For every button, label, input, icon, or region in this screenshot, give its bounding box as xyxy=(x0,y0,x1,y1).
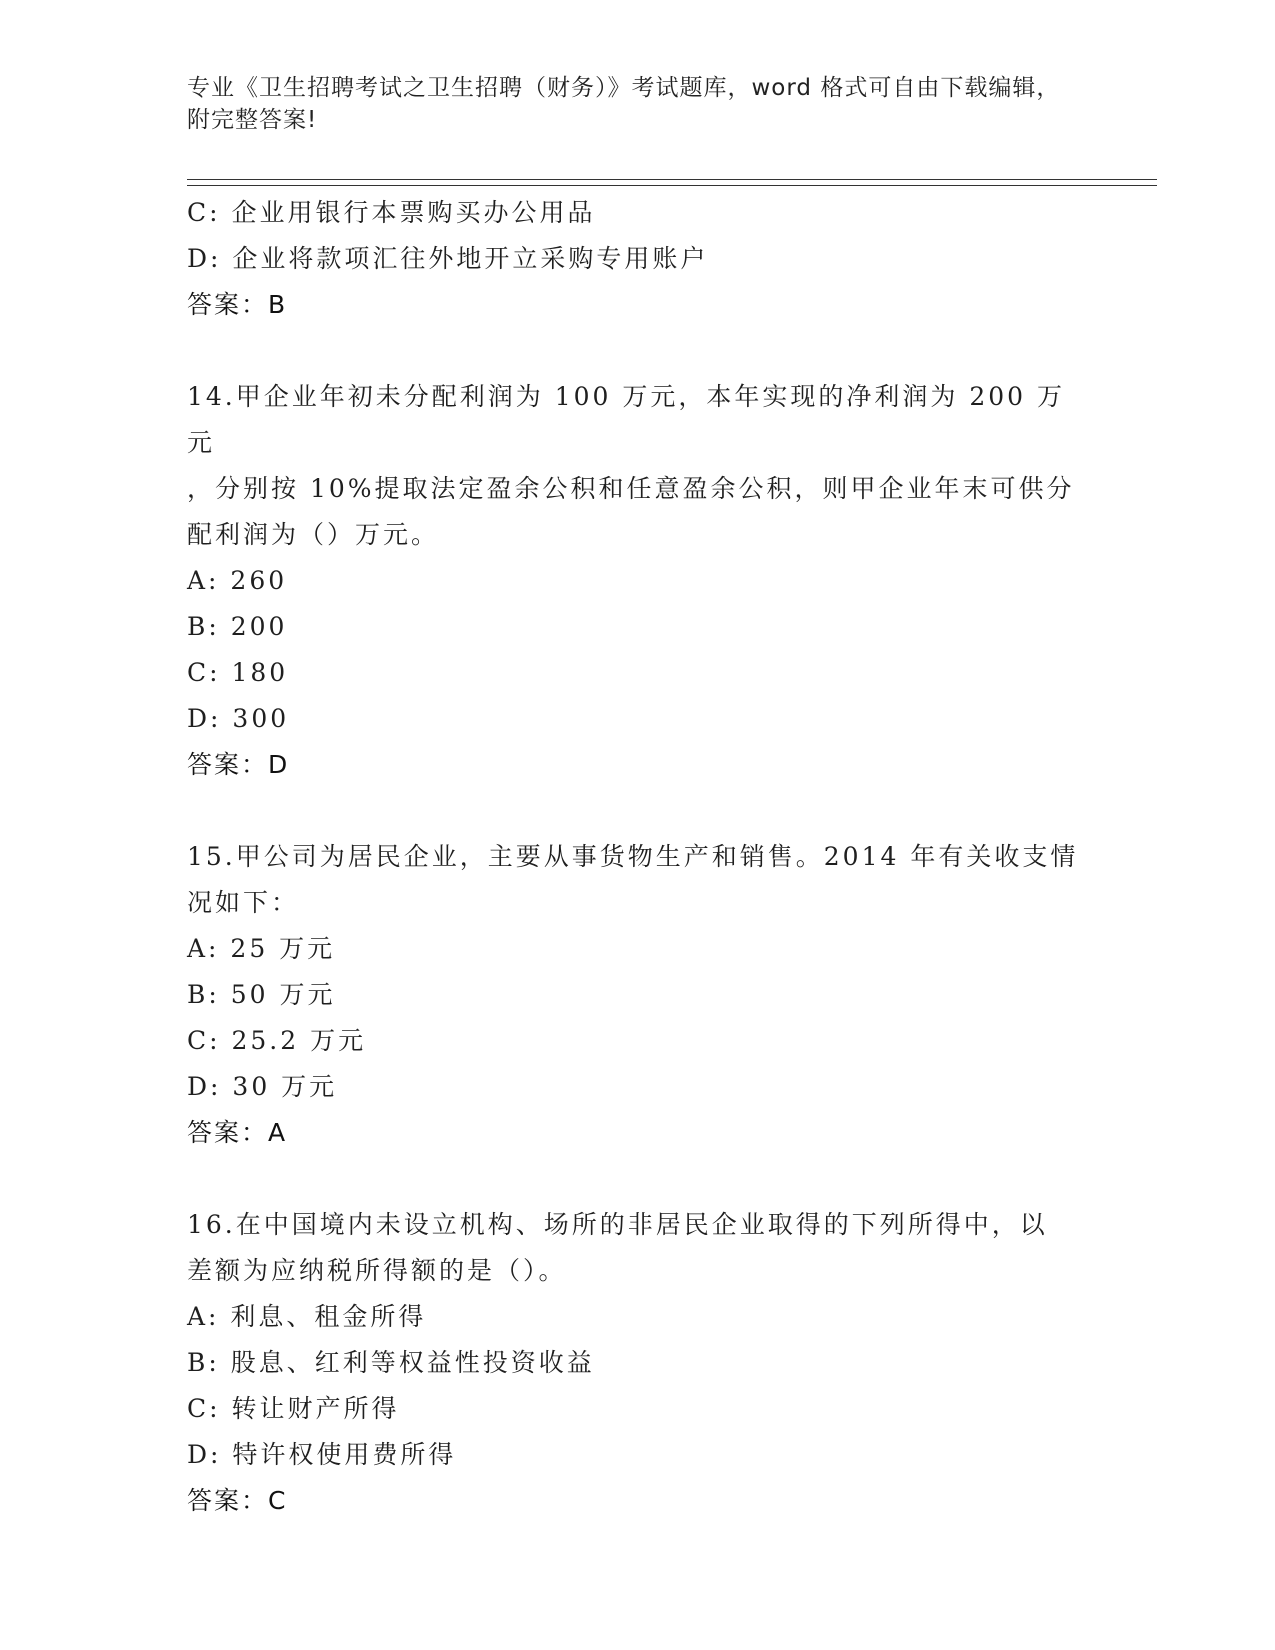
option-d: D: 30 万元 xyxy=(187,1072,338,1101)
question-text-line: 配利润为（）万元。 xyxy=(187,520,440,549)
option-c: C: 企业用银行本票购买办公用品 xyxy=(187,198,596,227)
option-d: D: 300 xyxy=(187,704,290,733)
option-b: B: 股息、红利等权益性投资收益 xyxy=(187,1348,595,1377)
question-text-line: 15.甲公司为居民企业，主要从事货物生产和销售。2014 年有关收支情 xyxy=(187,842,1079,871)
answer: 答案：B xyxy=(187,290,288,319)
question-list xyxy=(187,190,1087,1524)
answer: 答案：A xyxy=(187,1118,288,1147)
option-c: C: 转让财产所得 xyxy=(187,1394,400,1423)
option-b: B: 50 万元 xyxy=(187,980,336,1009)
question-text-line: 差额为应纳税所得额的是（）。 xyxy=(187,1256,567,1285)
question-16 xyxy=(187,1202,1087,1524)
option-a: A: 利息、租金所得 xyxy=(187,1302,427,1331)
option-a: A: 260 xyxy=(187,566,288,595)
question-14 xyxy=(187,374,1087,788)
answer: 答案：D xyxy=(187,750,290,779)
option-d: D: 企业将款项汇往外地开立采购专用账户 xyxy=(187,244,709,273)
question-15 xyxy=(187,834,1087,1156)
answer: 答案：C xyxy=(187,1486,288,1515)
header-divider xyxy=(187,179,1157,186)
option-a: A: 25 万元 xyxy=(187,934,336,963)
option-c: C: 25.2 万元 xyxy=(187,1026,367,1055)
question-text-line: 况如下： xyxy=(187,888,300,917)
option-c: C: 180 xyxy=(187,658,289,687)
spacer xyxy=(187,328,1087,374)
header-title: 专业《卫生招聘考试之卫生招聘（财务）》考试题库，word 格式可自由下载编辑，附完整答案! xyxy=(187,75,1061,133)
option-d: D: 特许权使用费所得 xyxy=(187,1440,457,1469)
question-text-line: 16.在中国境内未设立机构、场所的非居民企业取得的下列所得中，以 xyxy=(187,1210,1048,1239)
question-text-line: 14.甲企业年初未分配利润为 100 万元，本年实现的净利润为 200 万元 xyxy=(187,382,1065,457)
spacer xyxy=(187,788,1087,834)
document-header xyxy=(187,72,1067,136)
spacer xyxy=(187,1156,1087,1202)
question-13-tail xyxy=(187,190,1087,328)
option-b: B: 200 xyxy=(187,612,288,641)
question-text-line: ，分别按 10%提取法定盈余公积和任意盈余公积，则甲企业年末可供分 xyxy=(187,474,1075,503)
